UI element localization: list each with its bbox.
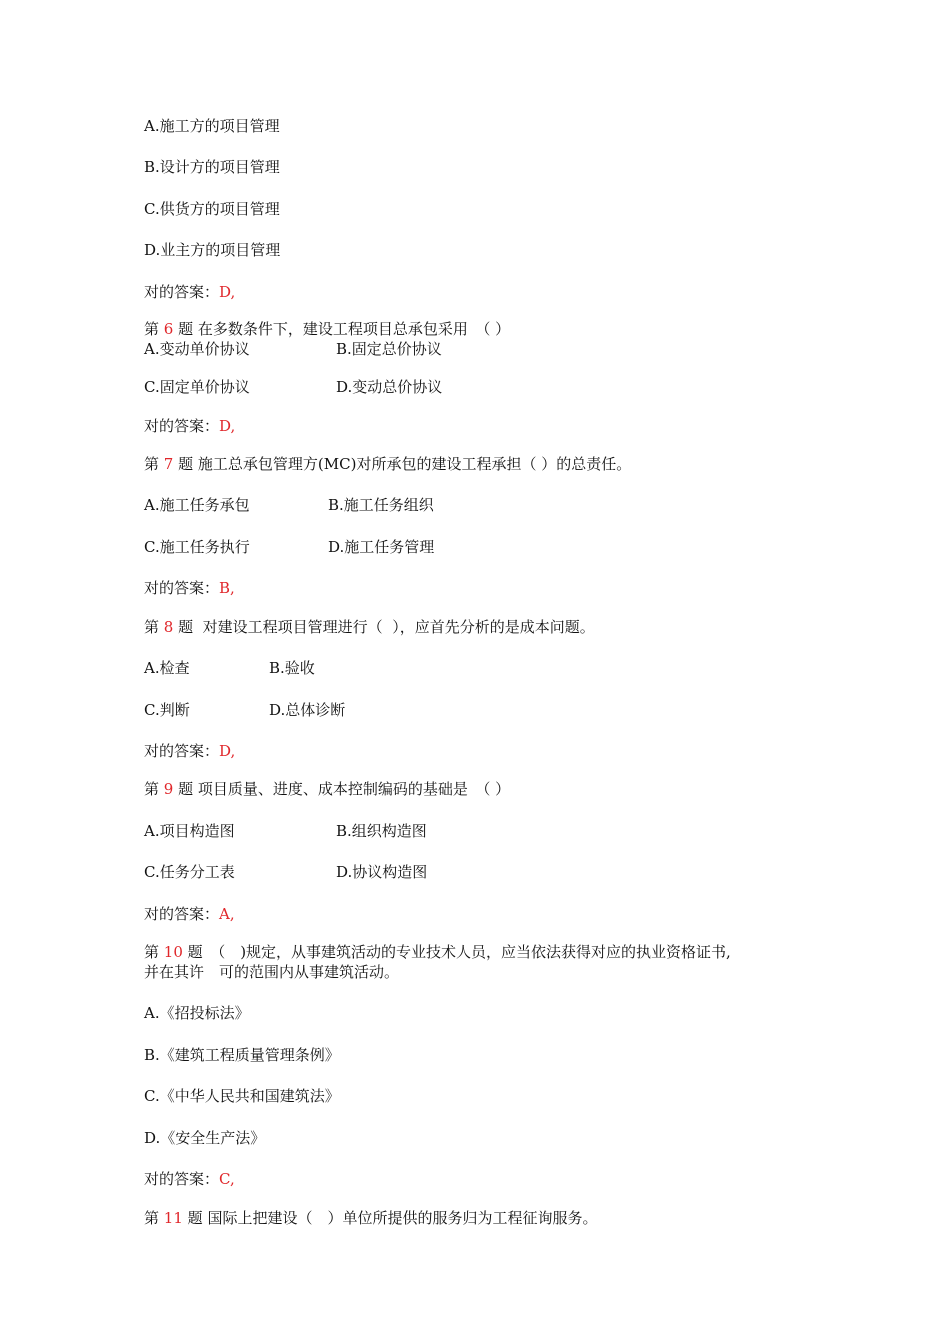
q10-stem: 第 10 题 （ )规定，从事建筑活动的专业技术人员，应当依法获得对应的执业资格证书, [144,943,731,961]
q10-option-c: C.《中华人民共和国建筑法》 [144,1087,340,1105]
q6-answer-line [144,417,235,435]
question-number: 10 [163,943,183,961]
q10-option-a: A.《招投标法》 [144,1004,250,1022]
option-d: D.总体诊断 [269,701,346,719]
answer-label: 对的答案： [144,1170,220,1188]
answer-label: 对的答案： [144,417,220,435]
q8-options-row-2 [144,701,346,719]
answer-value: D, [219,417,236,435]
answer-value: A, [219,905,235,923]
option-d: D.协议构造图 [336,863,428,881]
q7-options-row-2 [144,538,435,556]
option-a: A.项目构造图 [144,822,235,840]
answer-label: 对的答案： [144,905,220,923]
option-b: B.固定总价协议 [336,340,442,358]
option-a: A.施工任务承包 [144,496,250,514]
q5-option-c: C.供货方的项目管理 [144,200,280,218]
q8-answer-line [144,742,235,760]
q9-answer-line [144,905,235,923]
q7-answer-line [144,579,235,597]
option-c: C.固定单价协议 [144,378,250,396]
option-d: D.变动总价协议 [336,378,443,396]
option-b: B.验收 [269,659,315,677]
option-a: A.变动单价协议 [144,340,250,358]
question-number: 11 [163,1209,183,1227]
question-number: 6 [163,320,174,338]
option-a: A.检查 [144,659,190,677]
answer-value: D, [219,283,236,301]
q9-options-row-2 [144,863,428,881]
option-b: B.施工任务组织 [328,496,434,514]
q5-option-b: B.设计方的项目管理 [144,158,280,176]
q10-option-d: D.《安全生产法》 [144,1129,266,1147]
question-number: 7 [163,455,174,473]
q5-option-d: D.业主方的项目管理 [144,241,281,259]
option-b: B.组织构造图 [336,822,427,840]
option-c: C.任务分工表 [144,863,235,881]
answer-label: 对的答案： [144,579,220,597]
q11-stem: 第 11 题 国际上把建设（ ）单位所提供的服务归为工程征询服务。 [144,1209,598,1227]
q6-stem: 第 6 题 在多数条件下，建设工程项目总承包采用 （ ） [144,320,511,338]
q6-options-row-2 [144,378,443,396]
answer-value: D, [219,742,236,760]
answer-value: B, [219,579,235,597]
answer-label: 对的答案： [144,283,220,301]
q10-answer-line [144,1170,235,1188]
q7-stem: 第 7 题 施工总承包管理方(MC)对所承包的建设工程承担（ ）的总责任。 [144,455,632,473]
q6-options-row-1 [144,340,442,358]
q10-stem-continued: 并在其许 可的范围内从事建筑活动。 [144,963,400,981]
option-c: C.判断 [144,701,190,719]
q7-options-row-1 [144,496,434,514]
q9-stem: 第 9 题 项目质量、进度、成本控制编码的基础是 （ ） [144,780,511,798]
q8-options-row-1 [144,659,315,677]
option-d: D.施工任务管理 [328,538,435,556]
q5-answer-line [144,283,235,301]
answer-value: C, [219,1170,235,1188]
question-number: 8 [163,618,174,636]
q5-option-a: A.施工方的项目管理 [144,117,280,135]
question-number: 9 [163,780,174,798]
answer-label: 对的答案： [144,742,220,760]
option-c: C.施工任务执行 [144,538,250,556]
q8-stem: 第 8 题 对建设工程项目管理进行（ ），应首先分析的是成本问题。 [144,618,595,636]
q10-option-b: B.《建筑工程质量管理条例》 [144,1046,340,1064]
q9-options-row-1 [144,822,427,840]
